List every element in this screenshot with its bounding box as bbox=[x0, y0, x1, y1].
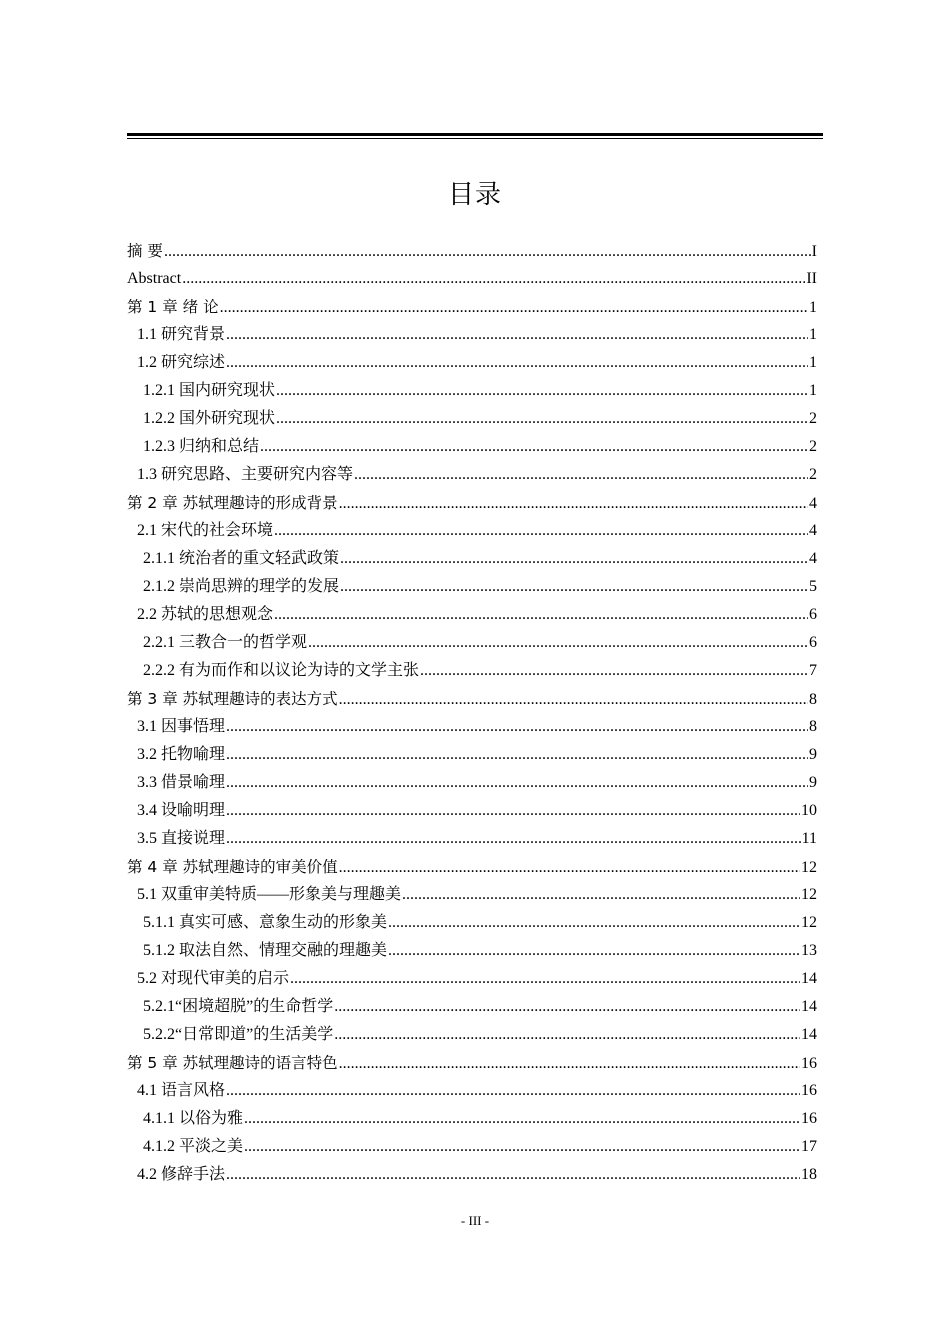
page-number-footer: - III - bbox=[460, 1213, 490, 1228]
dot-leader bbox=[334, 993, 800, 1021]
toc-entry[interactable] bbox=[127, 1133, 817, 1161]
header-rule-thin bbox=[127, 138, 823, 139]
toc-entry-label: 5.2.2“日常即道”的生活美学 bbox=[143, 1026, 334, 1043]
toc-entry-label: 3.1 因事悟理 bbox=[137, 718, 226, 735]
dot-leader bbox=[388, 909, 800, 937]
dot-leader bbox=[260, 433, 808, 461]
toc-entry[interactable] bbox=[127, 769, 817, 797]
toc-entry-label: 1.2.1 国内研究现状 bbox=[143, 382, 276, 399]
toc-entry-page-number: 11 bbox=[801, 830, 817, 847]
toc-entry[interactable] bbox=[127, 993, 817, 1021]
toc-entry-page-number: 5 bbox=[809, 578, 817, 595]
toc-entry-page-number: 12 bbox=[801, 886, 817, 903]
dot-leader bbox=[220, 294, 808, 322]
toc-entry-page-number: 14 bbox=[801, 998, 817, 1015]
toc-entry[interactable] bbox=[127, 937, 817, 965]
toc-entry-label: 第 1 章 绪 论 bbox=[127, 298, 219, 316]
toc-entry-page-number: 8 bbox=[809, 718, 817, 735]
toc-entry[interactable] bbox=[127, 1161, 817, 1189]
dot-leader bbox=[308, 629, 808, 657]
toc-entry[interactable] bbox=[127, 1049, 817, 1077]
toc-entry[interactable] bbox=[127, 405, 817, 433]
toc-entry[interactable] bbox=[127, 517, 817, 545]
toc-entry-label: 3.4 设喻明理 bbox=[137, 802, 226, 819]
toc-entry[interactable] bbox=[127, 237, 817, 265]
toc-entry-label: 4.2 修辞手法 bbox=[137, 1166, 226, 1183]
dot-leader bbox=[226, 713, 808, 741]
dot-leader bbox=[388, 937, 800, 965]
toc-entry-label: 2.2.2 有为而作和以议论为诗的文学主张 bbox=[143, 662, 420, 679]
dot-leader bbox=[290, 965, 800, 993]
dot-leader bbox=[274, 517, 808, 545]
toc-entry-label: 5.2.1“困境超脱”的生命哲学 bbox=[143, 998, 334, 1015]
toc-entry-page-number: II bbox=[806, 270, 817, 287]
toc-entry-page-number: 1 bbox=[809, 326, 817, 343]
dot-leader bbox=[276, 405, 808, 433]
toc-entry-page-number: 6 bbox=[809, 606, 817, 623]
toc-entry-page-number: 12 bbox=[801, 914, 817, 931]
toc-entry-page-number: 16 bbox=[801, 1110, 817, 1127]
toc-entry-label: 2.2 苏轼的思想观念 bbox=[137, 606, 274, 623]
dot-leader bbox=[226, 349, 808, 377]
toc-entry-page-number: 7 bbox=[809, 662, 817, 679]
toc-entry-label: 第 2 章 苏轼理趣诗的形成背景 bbox=[127, 494, 338, 512]
toc-entry-page-number: 2 bbox=[809, 438, 817, 455]
toc-entry-label: 1.1 研究背景 bbox=[137, 326, 226, 343]
dot-leader bbox=[340, 545, 808, 573]
toc-entry-page-number: 17 bbox=[801, 1138, 817, 1155]
toc-entry-label: 第 5 章 苏轼理趣诗的语言特色 bbox=[127, 1054, 338, 1072]
toc-entry[interactable] bbox=[127, 601, 817, 629]
toc-entry-page-number: 4 bbox=[809, 550, 817, 567]
toc-entry-label: 4.1.2 平淡之美 bbox=[143, 1138, 244, 1155]
page-title: 目录 bbox=[447, 180, 502, 210]
toc-entry-page-number: 4 bbox=[809, 495, 817, 512]
toc-entry[interactable] bbox=[127, 573, 817, 601]
dot-leader bbox=[339, 1050, 800, 1078]
toc-entry-page-number: 1 bbox=[809, 354, 817, 371]
toc-entry-label: 1.2.2 国外研究现状 bbox=[143, 410, 276, 427]
toc-entry[interactable] bbox=[127, 377, 817, 405]
toc-entry-page-number: 9 bbox=[809, 746, 817, 763]
toc-entry-label: 4.1.1 以俗为雅 bbox=[143, 1110, 244, 1127]
dot-leader bbox=[402, 881, 800, 909]
toc-entry-label: 1.2 研究综述 bbox=[137, 354, 226, 371]
toc-entry[interactable] bbox=[127, 321, 817, 349]
toc-entry-page-number: 10 bbox=[801, 802, 817, 819]
toc-entry[interactable] bbox=[127, 433, 817, 461]
toc-entry[interactable] bbox=[127, 545, 817, 573]
toc-entry-page-number: 1 bbox=[809, 299, 817, 316]
dot-leader bbox=[226, 1077, 800, 1105]
toc-entry-page-number: 12 bbox=[801, 859, 817, 876]
toc-entry-label: 4.1 语言风格 bbox=[137, 1082, 226, 1099]
toc-entry-label: 2.2.1 三教合一的哲学观 bbox=[143, 634, 308, 651]
dot-leader bbox=[274, 601, 808, 629]
toc-entry[interactable] bbox=[127, 657, 817, 685]
toc-entry[interactable] bbox=[127, 629, 817, 657]
header-rule-thick bbox=[127, 133, 823, 136]
dot-leader bbox=[244, 1133, 800, 1161]
dot-leader bbox=[226, 825, 801, 853]
toc-entry-label: 5.1.1 真实可感、意象生动的形象美 bbox=[143, 914, 388, 931]
toc-entry-page-number: 9 bbox=[809, 774, 817, 791]
toc-entry-label: 2.1.1 统治者的重文轻武政策 bbox=[143, 550, 340, 567]
toc-entry-label: 1.2.3 归纳和总结 bbox=[143, 438, 260, 455]
toc-entry[interactable] bbox=[127, 909, 817, 937]
toc-entry-label: Abstract bbox=[127, 270, 182, 287]
dot-leader bbox=[339, 854, 800, 882]
toc-entry[interactable] bbox=[127, 825, 817, 853]
toc-entry-page-number: 14 bbox=[801, 1026, 817, 1043]
dot-leader bbox=[226, 1161, 800, 1189]
toc-entry[interactable] bbox=[127, 741, 817, 769]
dot-leader bbox=[182, 265, 805, 293]
dot-leader bbox=[340, 573, 808, 601]
toc-entry[interactable] bbox=[127, 461, 817, 489]
toc-entry-label: 3.2 托物喻理 bbox=[137, 746, 226, 763]
dot-leader bbox=[339, 490, 808, 518]
toc-entry-label: 第 3 章 苏轼理趣诗的表达方式 bbox=[127, 690, 338, 708]
dot-leader bbox=[226, 769, 808, 797]
toc-entry-label: 第 4 章 苏轼理趣诗的审美价值 bbox=[127, 858, 338, 876]
toc-entry-label: 摘 要 bbox=[127, 242, 163, 260]
toc-entry[interactable] bbox=[127, 1077, 817, 1105]
toc-entry-label: 5.1.2 取法自然、情理交融的理趣美 bbox=[143, 942, 388, 959]
dot-leader bbox=[420, 657, 808, 685]
dot-leader bbox=[226, 321, 808, 349]
toc-entry[interactable] bbox=[127, 797, 817, 825]
toc-entry[interactable] bbox=[127, 489, 817, 517]
dot-leader bbox=[226, 797, 800, 825]
toc-entry[interactable] bbox=[127, 265, 817, 293]
toc-entry-page-number: 16 bbox=[801, 1055, 817, 1072]
dot-leader bbox=[354, 461, 808, 489]
toc-entry-page-number: 8 bbox=[809, 691, 817, 708]
toc-entry-page-number: I bbox=[811, 243, 817, 260]
toc-entry-page-number: 6 bbox=[809, 634, 817, 651]
dot-leader bbox=[226, 741, 808, 769]
toc-entry[interactable] bbox=[127, 685, 817, 713]
table-of-contents bbox=[127, 237, 817, 1189]
dot-leader bbox=[339, 686, 808, 714]
toc-entry-page-number: 14 bbox=[801, 970, 817, 987]
toc-entry[interactable] bbox=[127, 1105, 817, 1133]
dot-leader bbox=[334, 1021, 800, 1049]
toc-entry-page-number: 13 bbox=[801, 942, 817, 959]
dot-leader bbox=[164, 238, 811, 266]
toc-entry[interactable] bbox=[127, 1021, 817, 1049]
toc-entry-label: 3.5 直接说理 bbox=[137, 830, 226, 847]
toc-entry-label: 2.1.2 崇尚思辨的理学的发展 bbox=[143, 578, 340, 595]
dot-leader bbox=[244, 1105, 800, 1133]
toc-entry-label: 5.1 双重审美特质——形象美与理趣美 bbox=[137, 886, 402, 903]
toc-entry[interactable] bbox=[127, 293, 817, 321]
toc-entry-label: 1.3 研究思路、主要研究内容等 bbox=[137, 466, 354, 483]
toc-entry-page-number: 2 bbox=[809, 410, 817, 427]
dot-leader bbox=[276, 377, 808, 405]
toc-entry[interactable] bbox=[127, 349, 817, 377]
toc-entry-page-number: 2 bbox=[809, 466, 817, 483]
toc-entry[interactable] bbox=[127, 965, 817, 993]
toc-entry-label: 2.1 宋代的社会环境 bbox=[137, 522, 274, 539]
toc-entry[interactable] bbox=[127, 853, 817, 881]
toc-entry[interactable] bbox=[127, 713, 817, 741]
toc-entry-label: 3.3 借景喻理 bbox=[137, 774, 226, 791]
toc-entry-page-number: 16 bbox=[801, 1082, 817, 1099]
toc-entry[interactable] bbox=[127, 881, 817, 909]
toc-entry-page-number: 1 bbox=[809, 382, 817, 399]
toc-entry-page-number: 4 bbox=[809, 522, 817, 539]
toc-entry-page-number: 18 bbox=[801, 1166, 817, 1183]
toc-entry-label: 5.2 对现代审美的启示 bbox=[137, 970, 290, 987]
